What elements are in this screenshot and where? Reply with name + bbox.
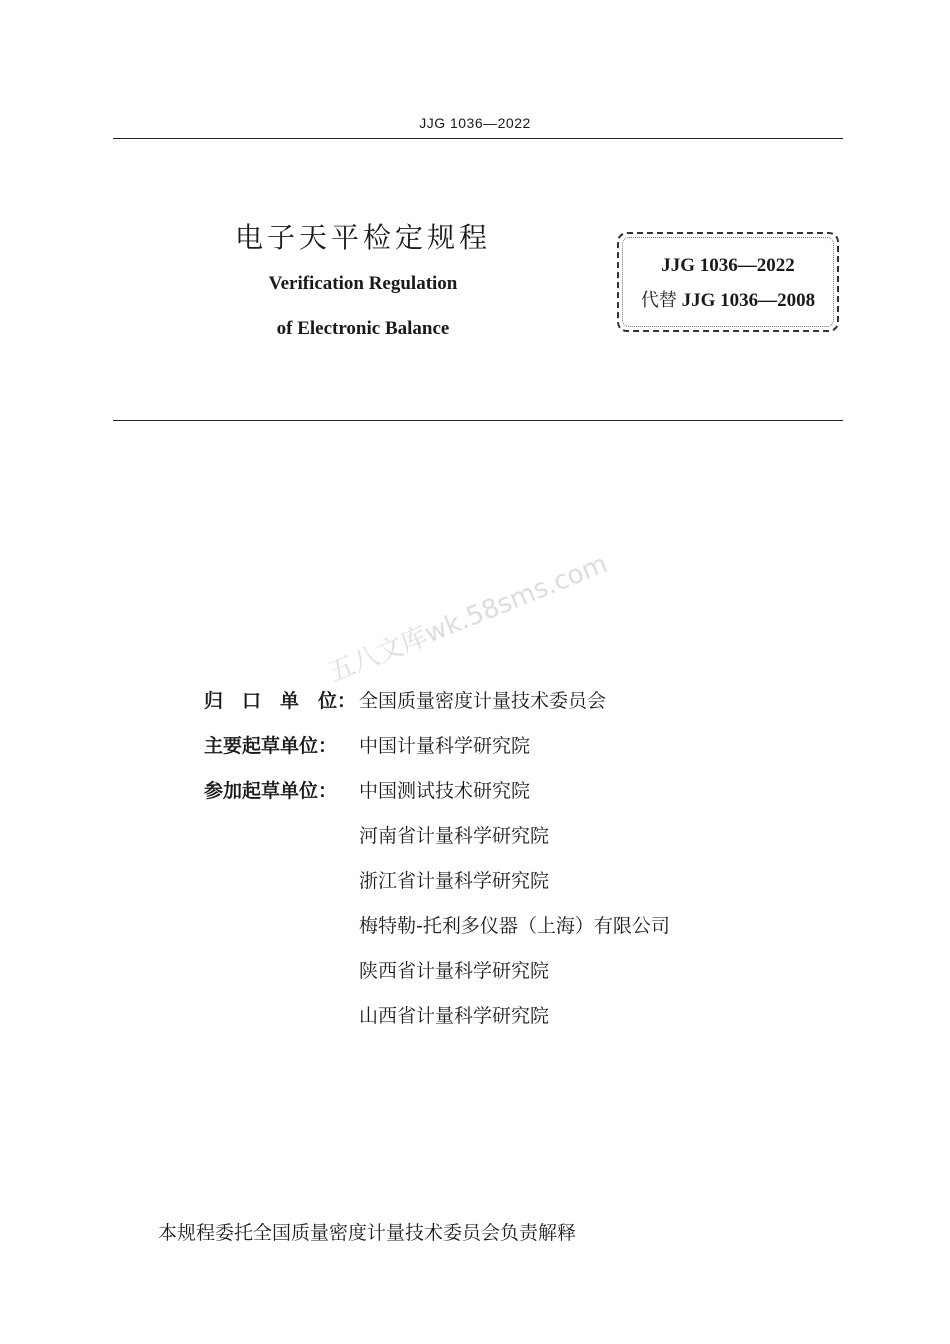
participating-drafter: 河南省计量科学研究院 — [359, 825, 550, 847]
replaced-code: JJG 1036—2008 — [681, 290, 816, 311]
participating-drafter: 山西省计量科学研究院 — [359, 1005, 550, 1027]
responsible-unit-label: 归 口 单 位： — [204, 690, 357, 712]
participating-drafter: 陕西省计量科学研究院 — [359, 960, 550, 982]
top-divider — [113, 138, 843, 139]
header-standard-code: JJG 1036—2022 — [419, 115, 531, 131]
middle-divider — [113, 420, 843, 421]
responsible-unit-value: 全国质量密度计量技术委员会 — [359, 690, 607, 712]
standard-code-box — [617, 232, 839, 332]
title-english-line2: of Electronic Balance — [276, 318, 450, 339]
participating-drafter: 浙江省计量科学研究院 — [359, 870, 550, 892]
replaces-prefix: 代替 — [640, 290, 677, 311]
replaces-line — [619, 286, 837, 312]
title-english-line1: Verification Regulation — [268, 273, 458, 294]
standard-code: JJG 1036—2022 — [661, 255, 795, 276]
participating-drafters-label: 参加起草单位： — [204, 780, 338, 802]
title-chinese: 电子天平检定规程 — [234, 221, 491, 254]
participating-drafter: 中国测试技术研究院 — [359, 780, 531, 802]
watermark-text: 五八文库wk.58sms.com — [324, 548, 612, 689]
interpretation-note: 本规程委托全国质量密度计量技术委员会负责解释 — [158, 1222, 577, 1244]
main-drafter-label: 主要起草单位： — [204, 735, 338, 757]
main-drafter-value: 中国计量科学研究院 — [359, 735, 531, 757]
participating-drafter: 梅特勒-托利多仪器（上海）有限公司 — [359, 915, 670, 937]
